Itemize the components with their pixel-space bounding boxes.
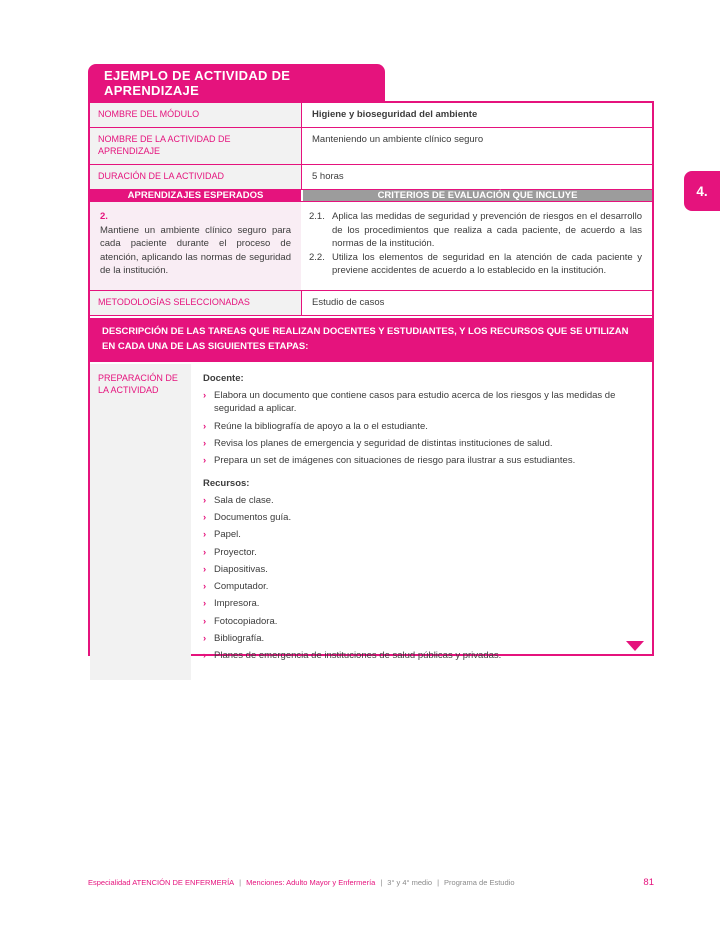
page-title-text: EJEMPLO DE ACTIVIDAD DE APRENDIZAJE <box>104 67 291 98</box>
page-number: 81 <box>643 877 654 888</box>
chapter-tab-label: 4. <box>696 183 708 199</box>
learning-content-row <box>90 202 652 291</box>
list-item-text: Proyector. <box>214 546 257 558</box>
footer-separator: | <box>380 878 383 887</box>
footer-separator: | <box>437 878 440 887</box>
list-item-text: Documentos guía. <box>214 511 292 523</box>
list-item <box>203 649 640 663</box>
list-item <box>203 420 640 434</box>
list-item-text: Bibliografía. <box>214 632 265 644</box>
methodology-label: METODOLOGÍAS SELECCIONADAS <box>90 291 301 315</box>
bullet-icon: › <box>203 389 207 401</box>
page-title <box>88 64 385 101</box>
list-item <box>203 597 640 611</box>
preparation-label: PREPARACIÓN DE LA ACTIVIDAD <box>90 364 191 680</box>
chapter-tab <box>684 171 720 211</box>
list-item <box>203 389 640 417</box>
list-item <box>203 437 640 451</box>
list-item <box>203 511 640 525</box>
criterion-text: Aplica las medidas de seguridad y prevención de riesgos en el desarrollo de los procedimientos que realiza a cada paciente, de acuerdo a las normas de la institución. <box>332 211 642 250</box>
activity-name-value: Manteniendo un ambiente clínico seguro <box>301 128 652 163</box>
list-item <box>203 563 640 577</box>
evaluation-criteria-cell <box>301 202 652 290</box>
list-item <box>203 546 640 560</box>
module-value: Higiene y bioseguridad del ambiente <box>301 103 652 127</box>
evaluation-criteria-header: CRITERIOS DE EVALUACIÓN QUE INCLUYE <box>301 190 652 201</box>
list-item <box>203 494 640 508</box>
bullet-icon: › <box>203 494 207 506</box>
duration-label: DURACIÓN DE LA ACTIVIDAD <box>90 165 301 189</box>
bullet-icon: › <box>203 615 207 627</box>
preparation-content <box>191 364 652 680</box>
list-item <box>203 528 640 542</box>
criterion-number: 2.1. <box>309 211 325 223</box>
methodology-value: Estudio de casos <box>301 291 652 315</box>
criterion-text: Utiliza los elementos de seguridad en la atención de cada paciente y previene accidentes de acuerdo a lo establecido en la institución. <box>332 251 642 276</box>
list-item <box>203 632 640 646</box>
list-item-text: Reúne la bibliografía de apoyo a la o el estudiante. <box>214 420 428 432</box>
bullet-icon: › <box>203 546 207 558</box>
activity-table <box>88 101 654 662</box>
table-header-row <box>90 190 652 202</box>
expected-learning-text: Mantiene un ambiente clínico seguro para cada paciente durante el proceso de atención, aplicando las normas de seguridad de la institución. <box>100 224 291 276</box>
preparation-row <box>90 364 652 680</box>
bullet-icon: › <box>203 632 207 644</box>
footer-grade: 3° y 4° medio <box>387 878 433 887</box>
list-item-text: Planes de emergencia de instituciones de salud públicas y privadas. <box>214 650 502 662</box>
list-item-text: Elabora un documento que contiene casos para estudio acerca de los riesgos y las medidas de seguridad a aplicar. <box>214 389 616 415</box>
list-item <box>203 615 640 629</box>
footer-mentions: Menciones: Adulto Mayor y Enfermería <box>246 878 376 887</box>
bullet-icon: › <box>203 420 207 432</box>
teacher-task-list <box>203 389 640 468</box>
bullet-icon: › <box>203 437 207 449</box>
resources-heading: Recursos: <box>203 477 250 489</box>
list-item-text: Computador. <box>214 581 269 593</box>
expected-learning-header: APRENDIZAJES ESPERADOS <box>90 190 301 201</box>
list-item-text: Fotocopiadora. <box>214 615 278 627</box>
bullet-icon: › <box>203 455 207 467</box>
expected-learning-cell <box>90 202 301 290</box>
criterion-number: 2.2. <box>309 251 325 263</box>
table-row-module <box>90 103 652 128</box>
table-row-duration <box>90 165 652 190</box>
page-footer <box>88 877 654 888</box>
list-item-text: Diapositivas. <box>214 563 268 575</box>
list-item-text: Papel. <box>214 529 241 541</box>
list-item-text: Revisa los planes de emergencia y seguridad de distintas instituciones de salud. <box>214 437 553 449</box>
tasks-description-band: DESCRIPCIÓN DE LAS TAREAS QUE REALIZAN DOCENTES Y ESTUDIANTES, Y LOS RECURSOS QUE SE UTILIZAN EN CADA UNA DE LAS SIGUIENTES ETAPAS: <box>90 318 652 361</box>
duration-value: 5 horas <box>301 165 652 189</box>
continuation-triangle-icon <box>626 641 644 651</box>
activity-name-label: NOMBRE DE LA ACTIVIDAD DE APRENDIZAJE <box>90 128 301 163</box>
module-label: NOMBRE DEL MÓDULO <box>90 103 301 127</box>
criterion-item <box>309 210 642 250</box>
bullet-icon: › <box>203 650 207 662</box>
criterion-item <box>309 251 642 278</box>
expected-learning-number: 2. <box>100 211 108 223</box>
footer-specialty: Especialidad ATENCIÓN DE ENFERMERÍA <box>88 878 235 887</box>
footer-program: Programa de Estudio <box>444 878 515 887</box>
bullet-icon: › <box>203 511 207 523</box>
list-item-text: Impresora. <box>214 598 260 610</box>
list-item <box>203 454 640 468</box>
bullet-icon: › <box>203 581 207 593</box>
list-item-text: Sala de clase. <box>214 494 274 506</box>
list-item-text: Prepara un set de imágenes con situaciones de riesgo para ilustrar a sus estudiantes. <box>214 455 576 467</box>
bullet-icon: › <box>203 529 207 541</box>
list-item <box>203 580 640 594</box>
resources-list <box>203 494 640 663</box>
table-row-methodology <box>90 291 652 316</box>
footer-separator: | <box>239 878 242 887</box>
teacher-heading: Docente: <box>203 372 244 384</box>
bullet-icon: › <box>203 598 207 610</box>
table-row-activity-name <box>90 128 652 164</box>
bullet-icon: › <box>203 563 207 575</box>
